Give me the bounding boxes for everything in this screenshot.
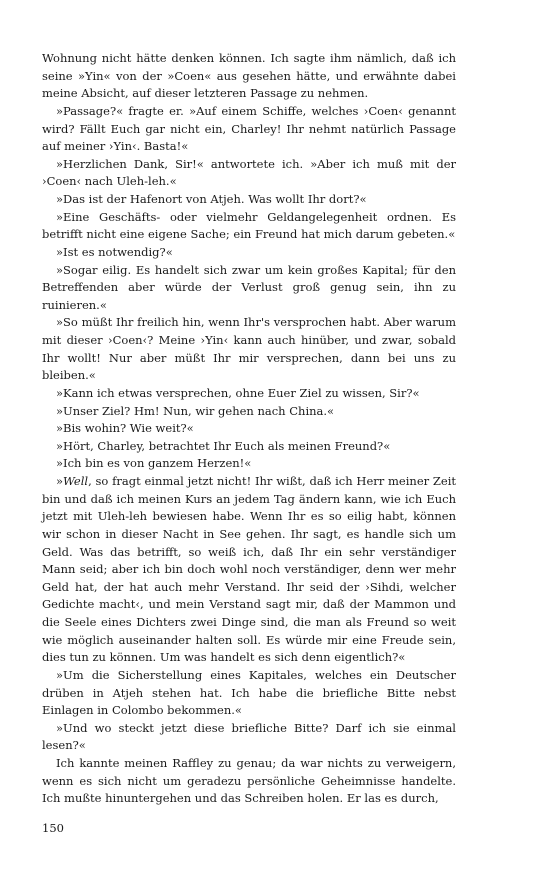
paragraph-14: »Well, so fragt einmal jetzt nicht! Ihr wißt, daß ich Herr meiner Zeit bin und daß ich meinen Kurs an jedem Tag ändern kann, wie ich Euch jetzt mit Uleh-leh bewiesen habe. Wenn Ihr es so eilig habt, können wir schon in dieser Nacht in See gehen. Ihr sagt, es handle sich um Geld. Was das betrifft, so weiß ich, daß Ihr ein sehr verständiger Mann seid; aber ich bin doch wohl noch verständiger, denn wer mehr Geld hat, der hat auch mehr Verstand. Ihr seid der ›Sihdi, welcher Gedichte macht‹, und mein Verstand sagt mir, daß der Mammon und die Seele eines Dichters zwei Dinge sind, die man als Freund so weit wie möglich auseinander halten soll. Es würde mir eine Freude sein, dies tun zu können. Um was handelt es sich denn eigentlich?« — [42, 474, 456, 665]
paragraph-5: »Eine Geschäfts- oder vielmehr Geldangelegenheit ordnen. Es betrifft nicht eine eigene Sache; ein Freund hat mich darum gebeten.« — [42, 209, 456, 242]
paragraph-8: »So müßt Ihr freilich hin, wenn Ihr's versprochen habt. Aber warum mit dieser ›Coen‹? Meine ›Yin‹ kann auch hinüber, und zwar, sobald Ihr wollt! Nur aber müßt Ihr mir versprechen, dann bei uns zu bleiben.« — [42, 315, 456, 383]
paragraph-13: »Ich bin es von ganzem Herzen!« — [56, 456, 252, 471]
paragraph-16: »Und wo steckt jetzt diese briefliche Bitte? Darf ich sie einmal lesen?« — [42, 720, 456, 753]
page-number: 150 — [42, 821, 64, 835]
paragraph-2: »Passage?« fragte er. »Auf einem Schiffe, welches ›Coen‹ genannt wird? Fällt Euch gar nicht ein, Charley! Ihr nehmt natürlich Passage auf meiner ›Yin‹. Basta!« — [42, 103, 456, 154]
paragraph-7: »Sogar eilig. Es handelt sich zwar um kein großes Kapital; für den Betreffenden aber würde der Verlust groß genug sein, ihn zu ruinieren.« — [42, 262, 456, 312]
page-body — [42, 50, 456, 808]
paragraph-11: »Bis wohin? Wie weit?« — [56, 421, 194, 436]
paragraph-1: Wohnung nicht hätte denken können. Ich sagte ihm nämlich, daß ich seine »Yin« von der »Coen« aus gesehen hätte, und erwähnte dabei meine Absicht, auf dieser letzteren Passage zu nehmen. — [42, 51, 456, 101]
paragraph-6: »Ist es notwendig?« — [56, 244, 173, 259]
paragraph-3: »Herzlichen Dank, Sir!« antwortete ich. »Aber ich muß mit der ›Coen‹ nach Uleh-leh.« — [42, 156, 456, 189]
paragraph-9: »Kann ich etwas versprechen, ohne Euer Ziel zu wissen, Sir?« — [56, 385, 420, 400]
paragraph-15: »Um die Sicherstellung eines Kapitales, welches ein Deutscher drüben in Atjeh stehen hat. Ich habe die briefliche Bitte nebst Einlagen in Colombo bekommen.« — [42, 667, 456, 718]
paragraph-17: Ich kannte meinen Raffley zu genau; da war nichts zu verweigern, wenn es sich nicht um geradezu persönliche Geheimnisse handelte. Ich mußte hinuntergehen und das Schreiben holen. Er las es durch, — [42, 756, 456, 806]
paragraph-4: »Das ist der Hafenort von Atjeh. Was wollt Ihr dort?« — [56, 192, 367, 206]
paragraph-12: »Hört, Charley, betrachtet Ihr Euch als meinen Freund?« — [56, 438, 391, 453]
paragraph-10: »Unser Ziel? Hm! Nun, wir gehen nach China.« — [56, 403, 335, 418]
emphasis-well: Well — [63, 474, 89, 488]
